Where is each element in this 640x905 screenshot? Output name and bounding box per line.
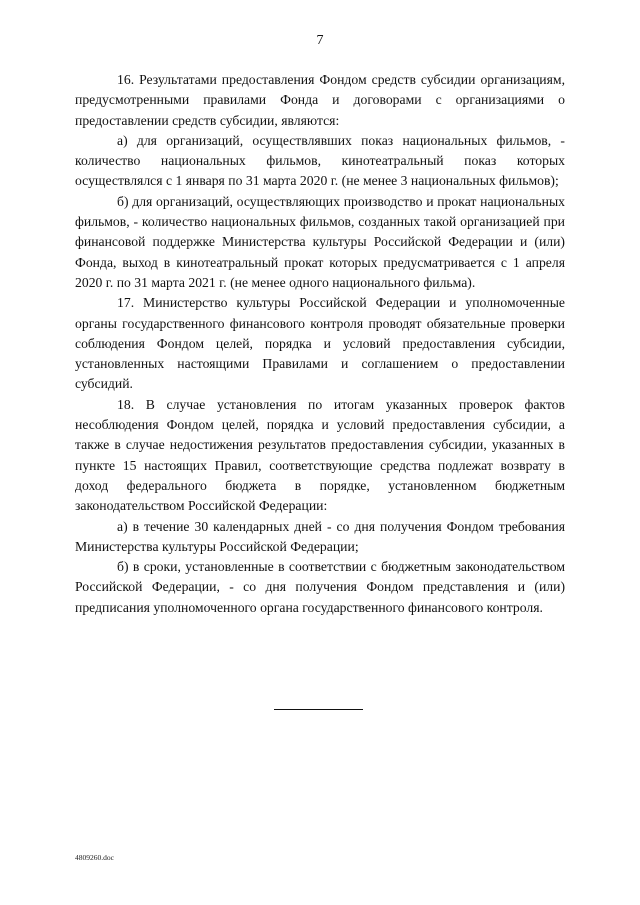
paragraph-16-b: б) для организаций, осуществляющих производство и прокат национальных фильмов, - количество национальных фильмов, созданных такой организацией при финансовой поддержке Министерства культуры Российской Федерации и (или) Фонда, выход в кинотеатральный прокат которых предусматривается с 1 апреля 2020 г. по 31 марта 2021 г. (не менее одного национального фильма). [75, 193, 565, 290]
footer-document-code: 4809260.doc [75, 853, 114, 862]
paragraph-17-inspections: 17. Министерство культуры Российской Федерации и уполномоченные органы государственного финансового контроля проводят обязательные проверки соблюдения Фондом целей, порядка и условий предоставления субсидии, установленных настоящими Правилами и соглашением о предоставлении субсидий. [75, 295, 565, 392]
paragraph-16-a: а) для организаций, осуществлявших показ национальных фильмов, - количество национальных фильмов, кинотеатральный показ которых осуществлялся с 1 января по 31 марта 2020 г. (не менее 3 национальных фильмов); [75, 132, 565, 189]
end-separator-line [274, 709, 363, 710]
page-number: 7 [316, 33, 324, 48]
paragraph-18-b: б) в сроки, установленные в соответствии с бюджетным законодательством Российской Федерации, - со дня получения Фондом представления и (или) предписания уполномоченного органа государственного финансового контроля. [75, 559, 565, 615]
paragraph-16-results: 16. Результатами предоставления Фондом средств субсидии организациям, предусмотренными правилами Фонда и договорами с организациями о предоставлении средств субсидии, являются: [75, 72, 565, 128]
paragraph-18-refund: 18. В случае установления по итогам указанных проверок фактов несоблюдения Фондом целей, порядка и условий предоставления субсидии, а также в случае недостижения результатов предоставления субсидии, указанных в пункте 15 настоящих Правил, соответствующие средства подлежат возврату в доход федерального бюджета в порядке, установленном бюджетным законодательством Российской Федерации: [75, 396, 565, 514]
document-body [75, 70, 565, 618]
paragraph-18-a: а) в течение 30 календарных дней - со дня получения Фондом требования Министерства культуры Российской Федерации; [75, 518, 565, 554]
